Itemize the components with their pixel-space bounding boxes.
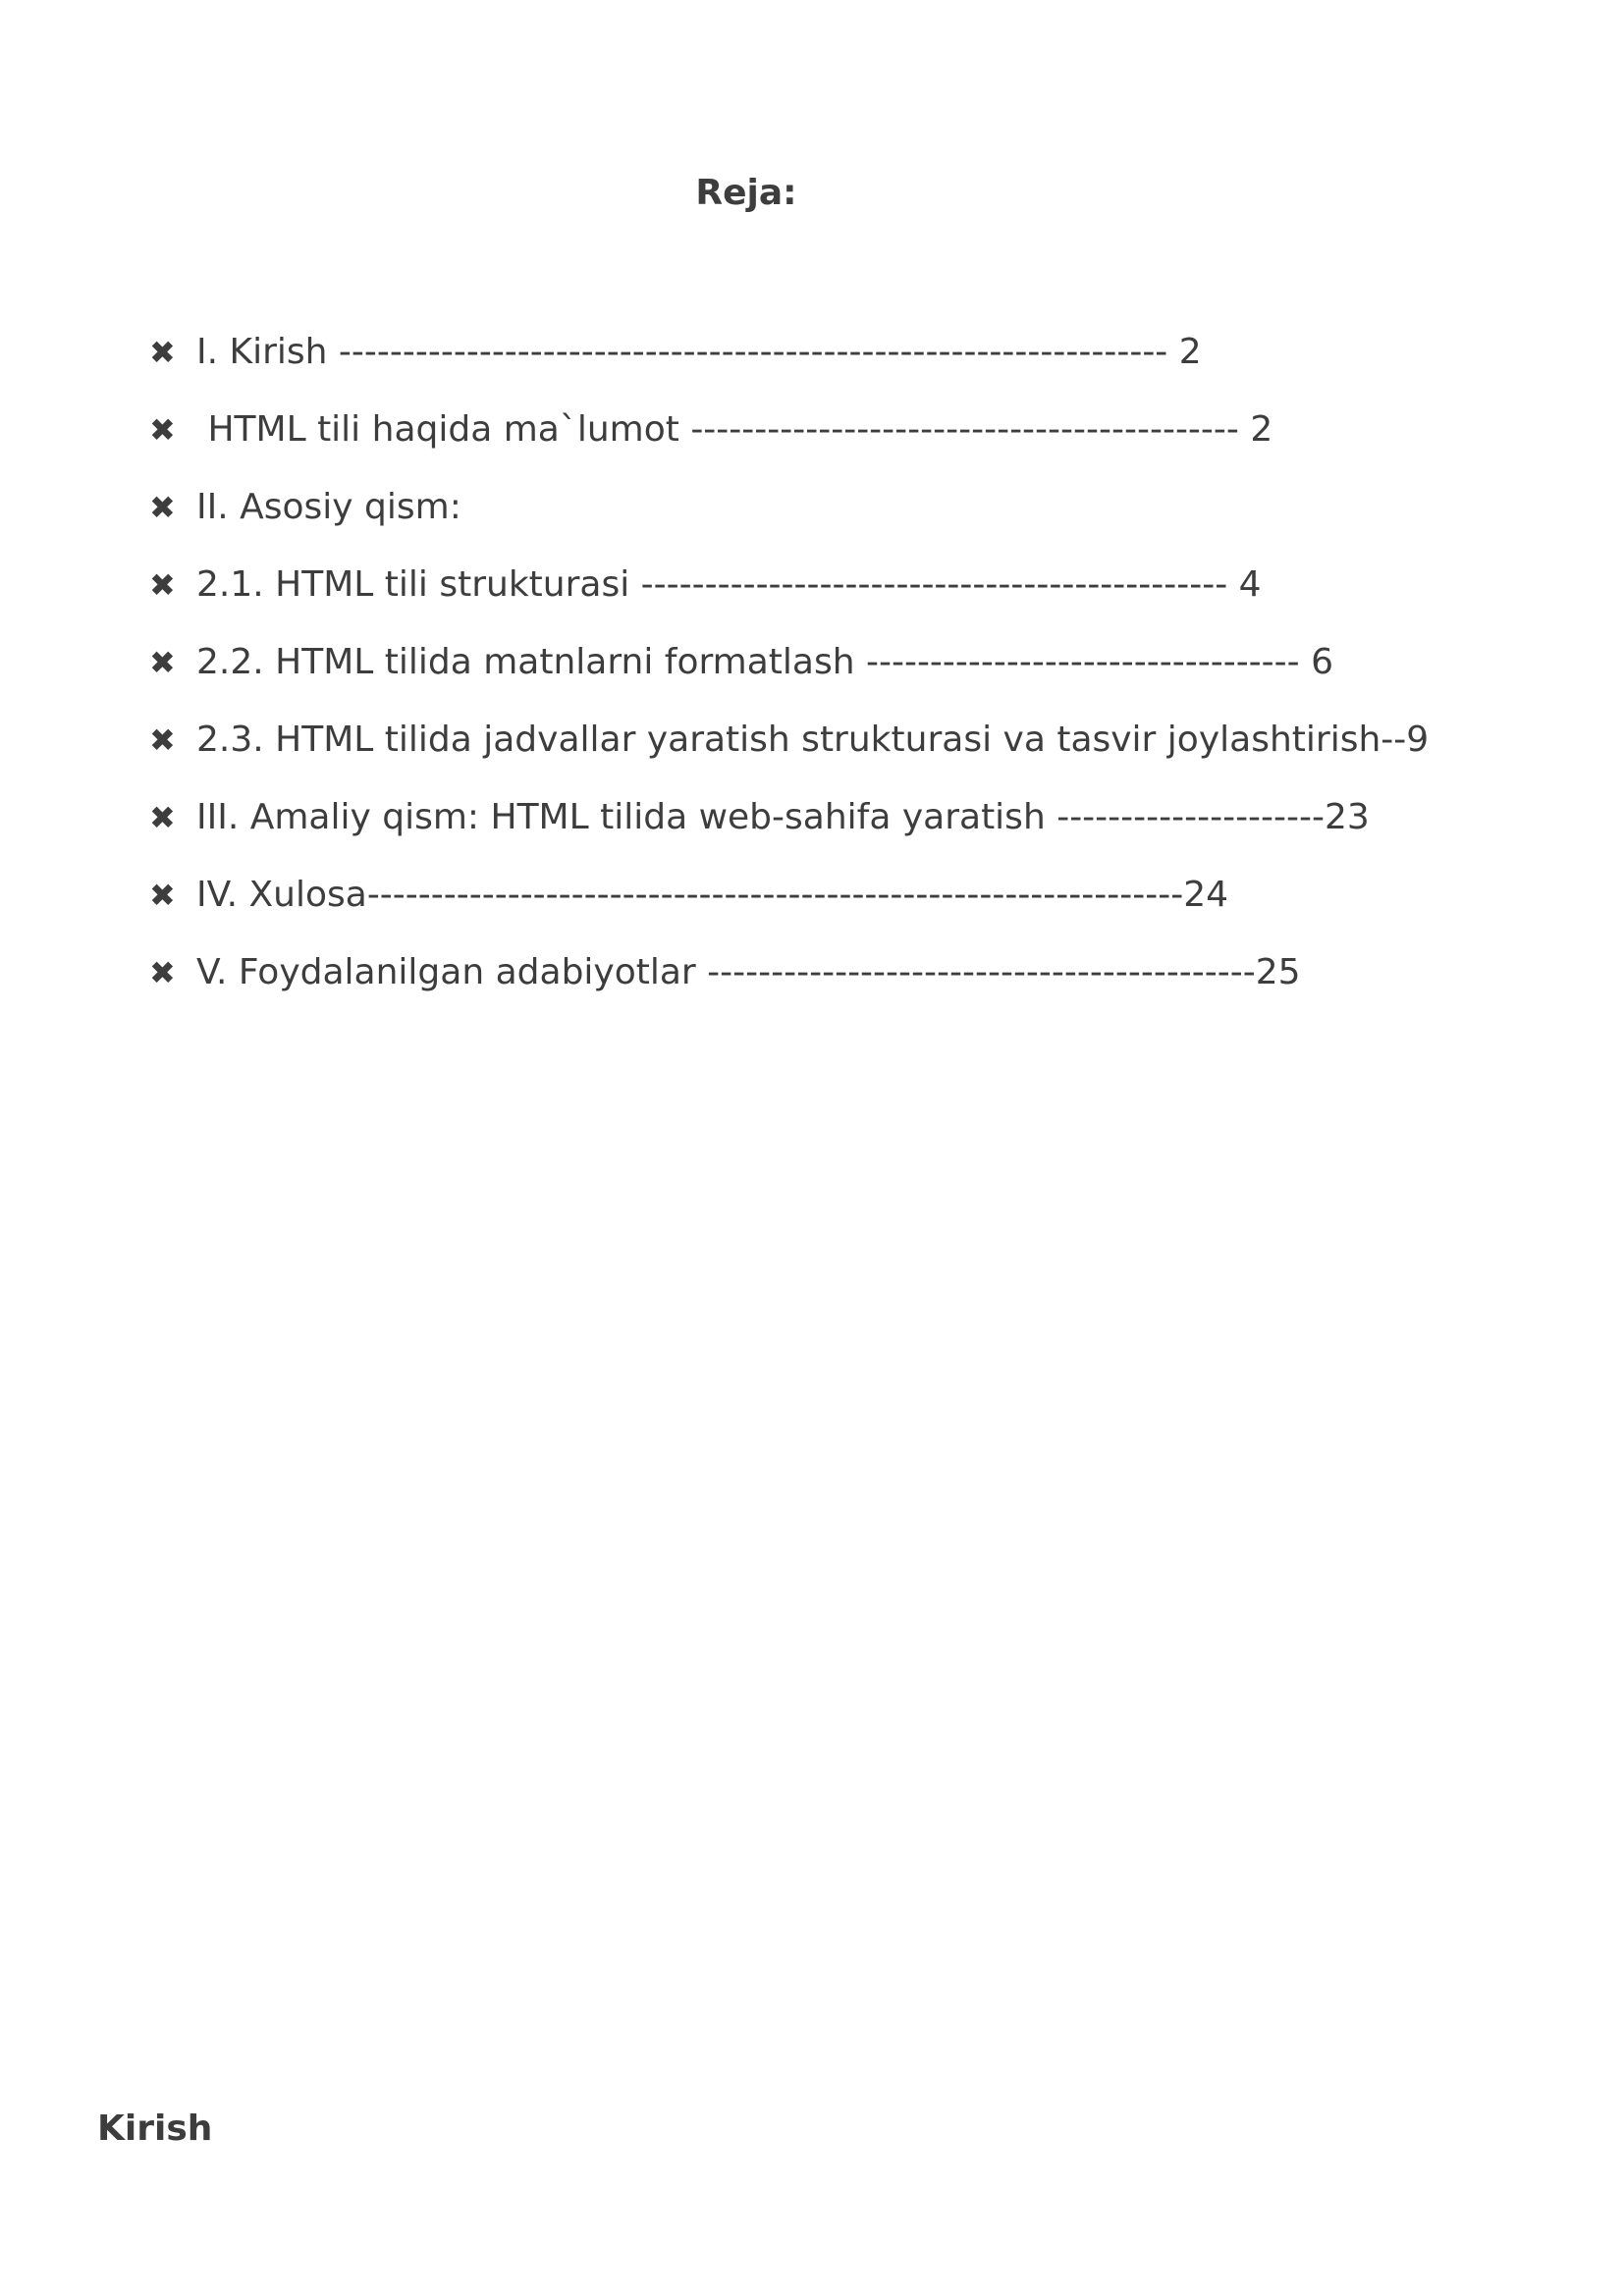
toc-item-2-2: [149, 635, 1524, 713]
toc-item-text: 2.2. HTML tilida matnlarni formatlash ---------------------------------- 6: [196, 642, 1333, 682]
toc-item-text: V. Foydalanilgan adabiyotlar -------------------------------------------25: [196, 952, 1301, 992]
toc-item-kirish: [149, 325, 1524, 402]
toc-item-2-3: [149, 713, 1524, 790]
page-title: Reja:: [695, 173, 797, 213]
toc-item-xulosa: [149, 868, 1524, 945]
heavy-x-icon: ✖: [149, 566, 176, 604]
heavy-x-icon: ✖: [149, 334, 176, 371]
heavy-x-icon: ✖: [149, 721, 176, 759]
heavy-x-icon: ✖: [149, 644, 176, 681]
heavy-x-icon: ✖: [149, 954, 176, 991]
toc-item-text: 2.3. HTML tilida jadvallar yaratish strukturasi va tasvir joylashtirish--9: [196, 720, 1430, 760]
heavy-x-icon: ✖: [149, 411, 176, 449]
toc-item-text: HTML tili haqida ma`lumot ------------------------------------------- 2: [196, 409, 1273, 450]
toc-item-amaliy-qism: [149, 790, 1524, 868]
toc-item-2-1: [149, 558, 1524, 635]
section-heading-kirish: Kirish: [97, 2109, 213, 2149]
table-of-contents: [149, 325, 1524, 1023]
toc-item-text: I. Kirish ----------------------------------------------------------------- 2: [196, 332, 1202, 372]
toc-item-asosiy-qism: [149, 480, 1524, 558]
toc-item-adabiyotlar: [149, 945, 1524, 1023]
heavy-x-icon: ✖: [149, 877, 176, 914]
toc-item-text: 2.1. HTML tili strukturasi ---------------------------------------------- 4: [196, 564, 1262, 605]
heavy-x-icon: ✖: [149, 799, 176, 836]
toc-item-text: II. Asosiy qism:: [196, 487, 461, 527]
toc-item-text: IV. Xulosa----------------------------------------------------------------24: [196, 875, 1228, 915]
toc-item-text: III. Amaliy qism: HTML tilida web-sahifa yaratish ---------------------23: [196, 797, 1370, 837]
toc-item-html-haqida: [149, 402, 1524, 480]
heavy-x-icon: ✖: [149, 489, 176, 526]
